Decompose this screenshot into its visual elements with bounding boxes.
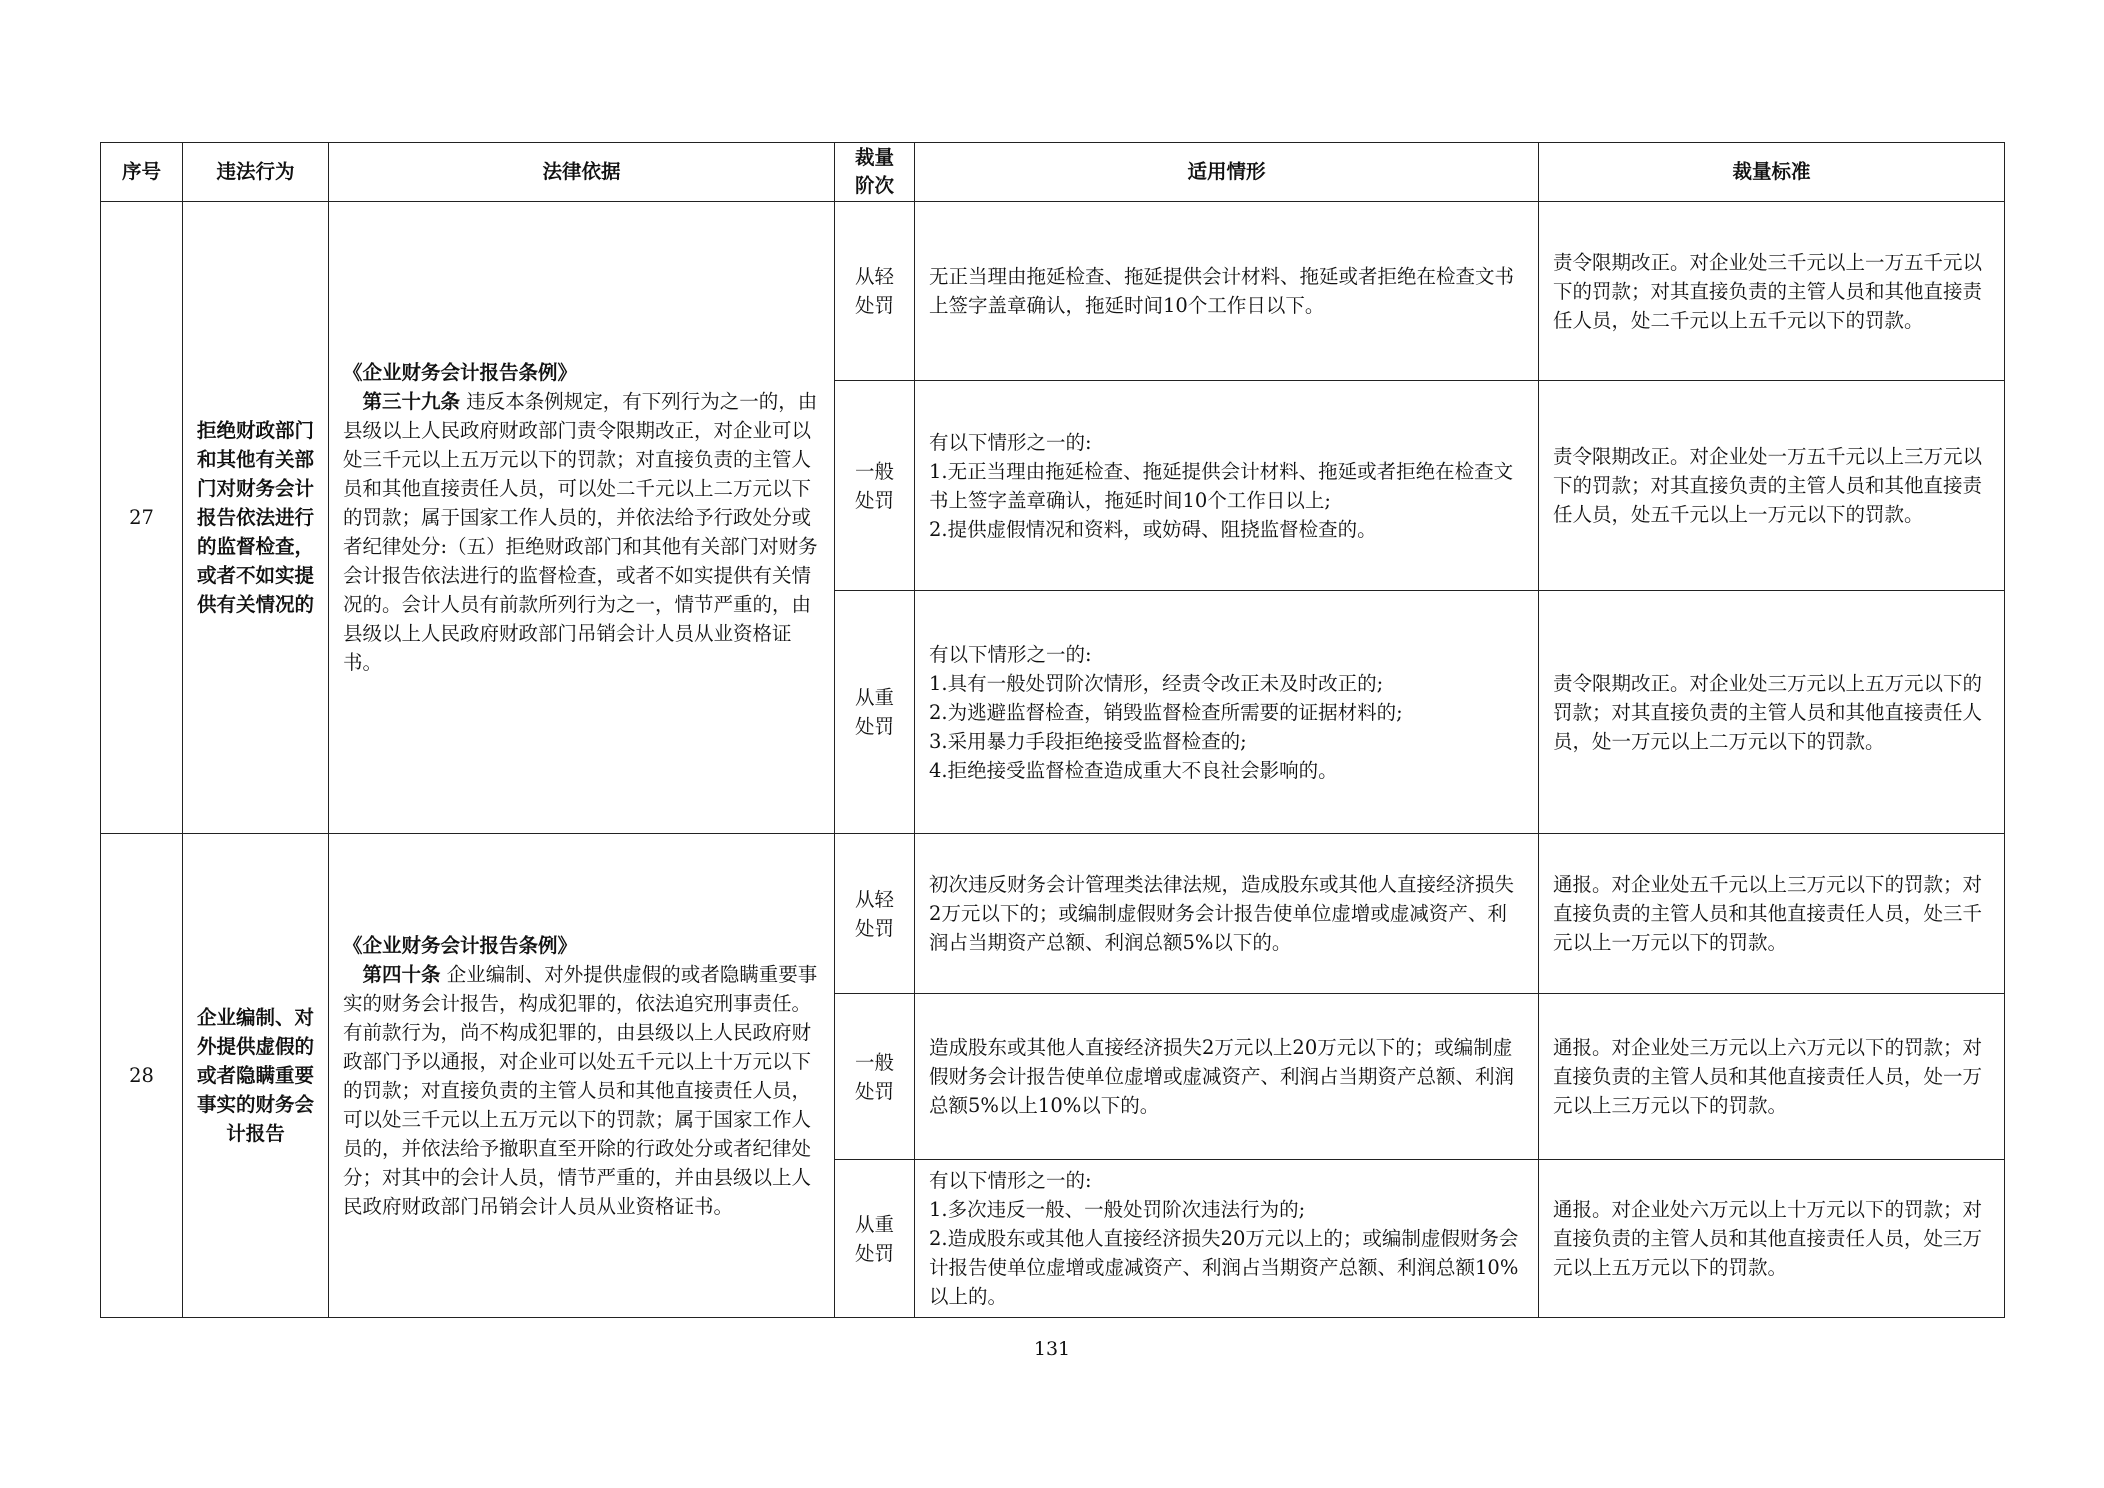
condition-line: 1.无正当理由拖延检查、拖延提供会计材料、拖延或者拒绝在检查文书上签字盖章确认，拖延时间10个工作日以上; bbox=[929, 459, 1514, 512]
condition-line: 初次违反财务会计管理类法律法规，造成股东或其他人直接经济损失2万元以下的；或编制虚假财务会计报告使单位虚增或虚减资产、利润占当期资产总额、利润总额5%以下的。 bbox=[929, 873, 1515, 954]
row-number: 27 bbox=[101, 202, 183, 834]
law-text: 违反本条例规定，有下列行为之一的，由县级以上人民政府财政部门责令限期改正，对企业可以处三千元以上五万元以下的罚款；对直接负责的主管人员和其他直接责任人员，可以处二千元以上二万元以下的罚款；属于国家工作人员的，并依法给予行政处分或者纪律处分:（五）拒绝财政部门和其他有关部门对财务会计报告依法进行的监督检查，或者不如实提供有关情况的。会计人员有前款所列行为之一，情节严重的，由县级以上人民政府财政部门吊销会计人员从业资格证书。 bbox=[343, 390, 818, 674]
tier-label bbox=[835, 1160, 915, 1318]
legal-basis bbox=[329, 834, 835, 1318]
header-tier bbox=[835, 143, 915, 202]
tier-line1: 从轻 bbox=[854, 265, 894, 288]
violation-text: 企业编制、对外提供虚假的或者隐瞒重要事实的财务会计报告 bbox=[183, 834, 329, 1318]
law-title: 《企业财务会计报告条例》 bbox=[343, 933, 578, 957]
condition-line: 2.造成股东或其他人直接经济损失20万元以上的；或编制虚假财务会计报告使单位虚增或虚减资产、利润占当期资产总额、利润总额10%以上的。 bbox=[929, 1227, 1519, 1308]
condition-line: 4.拒绝接受监督检查造成重大不良社会影响的。 bbox=[929, 758, 1338, 782]
condition-cell bbox=[915, 381, 1539, 591]
table-row bbox=[101, 834, 2005, 994]
tier-line1: 一般 bbox=[854, 459, 894, 483]
legal-basis bbox=[329, 202, 835, 834]
header-row bbox=[101, 143, 2005, 202]
tier-line2: 处罚 bbox=[854, 488, 894, 512]
header-violation: 违法行为 bbox=[183, 143, 329, 202]
tier-label bbox=[835, 202, 915, 381]
law-article: 第三十九条 bbox=[362, 390, 461, 413]
condition-line: 3.采用暴力手段拒绝接受监督检查的; bbox=[929, 729, 1247, 753]
tier-label bbox=[835, 381, 915, 591]
tier-line1: 从重 bbox=[854, 686, 894, 709]
tier-line2: 处罚 bbox=[854, 1241, 894, 1265]
header-no: 序号 bbox=[101, 143, 183, 202]
tier-line1: 从重 bbox=[854, 1212, 894, 1236]
page-number: 131 bbox=[1033, 1338, 1071, 1360]
tier-line1: 从轻 bbox=[854, 887, 894, 911]
header-conditions: 适用情形 bbox=[915, 143, 1539, 202]
condition-cell bbox=[915, 834, 1539, 994]
header-standard: 裁量标准 bbox=[1539, 143, 2005, 202]
tier-line2: 处罚 bbox=[854, 916, 894, 940]
standard-cell: 责令限期改正。对企业处一万五千元以上三万元以下的罚款；对其直接负责的主管人员和其他直接责任人员，处五千元以上一万元以下的罚款。 bbox=[1539, 381, 2005, 591]
tier-line1: 一般 bbox=[854, 1050, 894, 1074]
row-number: 28 bbox=[101, 834, 183, 1318]
table-row bbox=[101, 202, 2005, 381]
law-text: 企业编制、对外提供虚假的或者隐瞒重要事实的财务会计报告，构成犯罪的，依法追究刑事责任。有前款行为，尚不构成犯罪的，由县级以上人民政府财政部门予以通报，对企业可以处五千元以上十万元以下的罚款；对直接负责的主管人员和其他直接责任人员，可以处三千元以上五万元以下的罚款；属于国家工作人员的，并依法给予撤职直至开除的行政处分或者纪律处分；对其中的会计人员，情节严重的，并由县级以上人民政府财政部门吊销会计人员从业资格证书。 bbox=[343, 962, 818, 1218]
tier-line2: 处罚 bbox=[854, 294, 894, 317]
standard-cell: 通报。对企业处三万元以上六万元以下的罚款；对直接负责的主管人员和其他直接责任人员，处一万元以上三万元以下的罚款。 bbox=[1539, 994, 2005, 1160]
law-paragraph bbox=[343, 960, 822, 1221]
condition-line: 有以下情形之一的: bbox=[929, 642, 1092, 666]
penalty-table bbox=[100, 142, 2005, 1318]
law-title: 《企业财务会计报告条例》 bbox=[343, 361, 578, 384]
condition-line: 1.具有一般处罚阶次情形，经责令改正未及时改正的; bbox=[929, 671, 1384, 695]
tier-label bbox=[835, 994, 915, 1160]
condition-cell bbox=[915, 591, 1539, 834]
header-tier-line1: 裁量 bbox=[854, 146, 894, 169]
standard-cell: 责令限期改正。对企业处三万元以上五万元以下的罚款；对其直接负责的主管人员和其他直接责任人员，处一万元以上二万元以下的罚款。 bbox=[1539, 591, 2005, 834]
violation-text: 拒绝财政部门和其他有关部门对财务会计报告依法进行的监督检查，或者不如实提供有关情况的 bbox=[183, 202, 329, 834]
standard-cell: 通报。对企业处六万元以上十万元以下的罚款；对直接负责的主管人员和其他直接责任人员，处三万元以上五万元以下的罚款。 bbox=[1539, 1160, 2005, 1318]
condition-cell bbox=[915, 1160, 1539, 1318]
condition-line: 2.为逃避监督检查，销毁监督检查所需要的证据材料的; bbox=[929, 700, 1403, 724]
tier-line2: 处罚 bbox=[854, 715, 894, 738]
condition-line: 2.提供虚假情况和资料，或妨碍、阻挠监督检查的。 bbox=[929, 517, 1377, 541]
tier-line2: 处罚 bbox=[854, 1079, 894, 1103]
condition-line: 有以下情形之一的: bbox=[929, 1169, 1092, 1192]
condition-cell bbox=[915, 202, 1539, 381]
condition-cell bbox=[915, 994, 1539, 1160]
law-paragraph bbox=[343, 387, 822, 677]
tier-label bbox=[835, 591, 915, 834]
condition-line: 无正当理由拖延检查、拖延提供会计材料、拖延或者拒绝在检查文书上签字盖章确认，拖延时间10个工作日以下。 bbox=[929, 265, 1515, 317]
header-legal-basis: 法律依据 bbox=[329, 143, 835, 202]
condition-line: 1.多次违反一般、一般处罚阶次违法行为的; bbox=[929, 1198, 1306, 1221]
standard-cell: 责令限期改正。对企业处三千元以上一万五千元以下的罚款；对其直接负责的主管人员和其他直接责任人员，处二千元以上五千元以下的罚款。 bbox=[1539, 202, 2005, 381]
condition-line: 造成股东或其他人直接经济损失2万元以上20万元以下的；或编制虚假财务会计报告使单位虚增或虚减资产、利润占当期资产总额、利润总额5%以上10%以下的。 bbox=[929, 1036, 1515, 1117]
condition-line: 有以下情形之一的: bbox=[929, 430, 1092, 454]
tier-label bbox=[835, 834, 915, 994]
header-tier-line2: 阶次 bbox=[854, 174, 894, 197]
standard-cell: 通报。对企业处五千元以上三万元以下的罚款；对直接负责的主管人员和其他直接责任人员，处三千元以上一万元以下的罚款。 bbox=[1539, 834, 2005, 994]
law-article: 第四十条 bbox=[362, 962, 441, 986]
